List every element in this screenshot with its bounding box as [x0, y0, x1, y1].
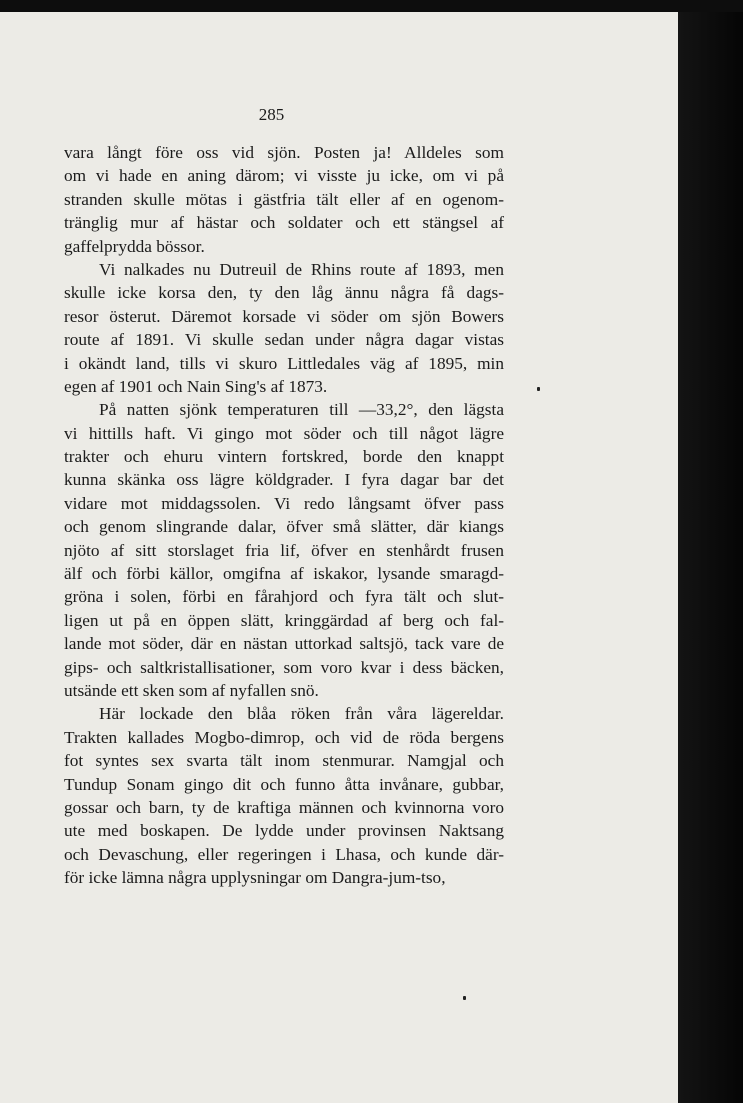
book-page [0, 12, 678, 1103]
body-text [64, 141, 504, 890]
paragraph [64, 702, 504, 889]
paper-speck [463, 996, 466, 1000]
text-line: ute med boskapen. De lydde under provinsen Naktsang [64, 821, 504, 841]
paragraph [64, 258, 504, 398]
text-line: egen af 1901 och Nain Sing's af 1873. [64, 376, 328, 396]
paper-speck [537, 387, 540, 391]
text-line: i okändt land, tills vi skuro Littledales väg af 1895, min [64, 353, 504, 373]
page-number: 285 [258, 105, 285, 124]
text-line: utsände ett sken som af nyfallen snö. [64, 680, 319, 700]
text-line: och Devaschung, eller regeringen i Lhasa, och kunde där- [64, 844, 504, 864]
text-line: vara långt före oss vid sjön. Posten ja! Alldeles som [64, 143, 504, 162]
text-line: gaffelprydda bössor. [64, 236, 205, 256]
paragraph [64, 398, 504, 702]
text-line: Trakten kallades Mogbo-dimrop, och vid de röda bergens [64, 727, 504, 747]
text-line: På natten sjönk temperaturen till —33,2°, den lägsta [99, 400, 504, 420]
text-line: om vi hade en aning därom; vi visste ju icke, om vi på [64, 166, 504, 186]
text-line: Tundup Sonam gingo dit och funno åtta invånare, gubbar, [64, 774, 504, 794]
text-line: älf och förbi källor, omgifna af iskakor, lysande smaragd- [64, 564, 504, 584]
text-line: resor österut. Däremot korsade vi söder om sjön Bowers [64, 306, 504, 326]
text-line: vidare mot middagssolen. Vi redo långsamt öfver pass [64, 493, 504, 513]
text-line: gossar och barn, ty de kraftiga männen och kvinnorna voro [64, 797, 504, 817]
text-line: njöto af sitt storslaget fria lif, öfver en stenhårdt frusen [64, 540, 504, 560]
text-line: route af 1891. Vi skulle sedan under några dagar vistas [64, 330, 504, 350]
text-line: gröna i solen, förbi en fårahjord och fyra tält och slut- [64, 587, 504, 607]
paragraph [64, 141, 504, 258]
scan-right-edge [678, 12, 743, 1103]
text-line: skulle icke korsa den, ty den låg ännu några få dags- [64, 283, 504, 303]
text-line: gips- och saltkristallisationer, som voro kvar i dess bäcken, [64, 657, 504, 677]
text-line: vi hittills haft. Vi gingo mot söder och till något lägre [64, 423, 504, 443]
scan-top-border [0, 0, 743, 12]
text-line: lande mot söder, där en nästan uttorkad saltsjö, tack vare de [64, 634, 504, 654]
text-line: och genom slingrande dalar, öfver små slätter, där kiangs [64, 517, 504, 537]
text-line: ligen ut på en öppen slätt, kringgärdad af berg och fal- [64, 610, 504, 630]
text-line: tränglig mur af hästar och soldater och ett stängsel af [64, 213, 504, 233]
text-line: stranden skulle mötas i gästfria tält eller af en ogenom- [64, 189, 504, 209]
text-line: Här lockade den blåa röken från våra lägereldar. [99, 704, 504, 724]
text-line: fot syntes sex svarta tält inom stenmurar. Namgjal och [64, 751, 504, 771]
text-line: trakter och ehuru vintern fortskred, borde den knappt [64, 447, 504, 467]
text-line: kunna skänka oss lägre köldgrader. I fyra dagar bar det [64, 470, 504, 490]
text-line: Vi nalkades nu Dutreuil de Rhins route af 1893, men [99, 259, 504, 279]
text-line: för icke lämna några upplysningar om Dangra-jum-tso, [64, 868, 446, 888]
